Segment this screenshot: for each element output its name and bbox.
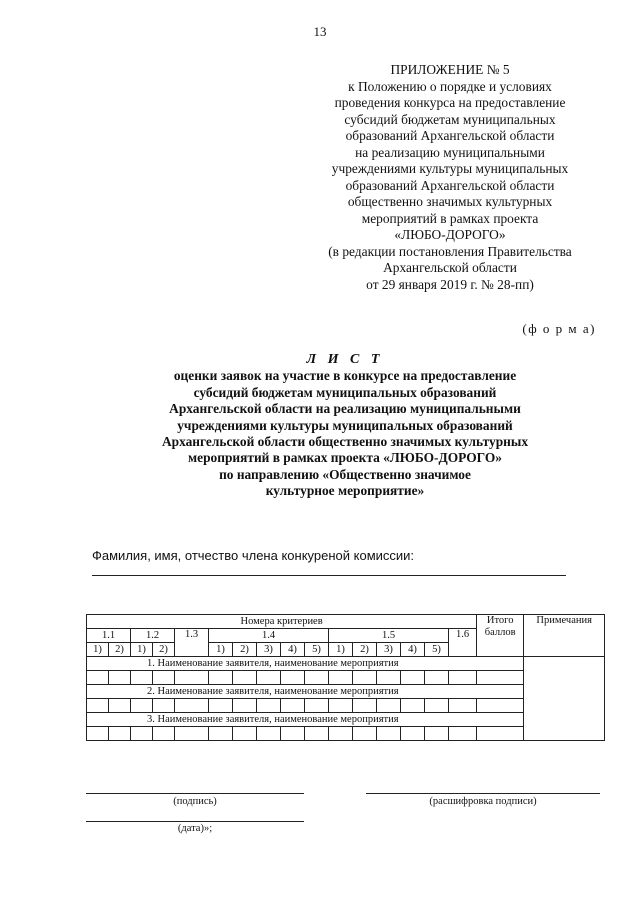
score-cell[interactable]	[281, 699, 305, 713]
main-title: Л И С Т	[306, 352, 384, 367]
page-number: 13	[313, 24, 327, 39]
score-cell[interactable]	[87, 671, 109, 685]
score-cell[interactable]	[425, 671, 449, 685]
title-line: Архангельской области общественно значимых культурных	[161, 434, 529, 450]
sub-header: 2)	[233, 643, 257, 657]
title-line: по направлению «Общественно значимое	[219, 466, 471, 482]
score-cell[interactable]	[425, 727, 449, 741]
score-cell[interactable]	[87, 727, 109, 741]
appendix-line: к Положению о порядке и условиях	[348, 78, 552, 94]
score-cell[interactable]	[377, 671, 401, 685]
score-cell[interactable]	[175, 699, 209, 713]
sub-header: 3)	[257, 643, 281, 657]
score-cell[interactable]	[131, 727, 153, 741]
score-cell[interactable]	[109, 699, 131, 713]
sub-header: 5)	[425, 643, 449, 657]
score-cell[interactable]	[131, 671, 153, 685]
appendix-line: на реализацию муниципальными	[355, 144, 545, 160]
total-cell[interactable]	[477, 699, 524, 713]
score-cell[interactable]	[257, 699, 281, 713]
score-cell[interactable]	[281, 727, 305, 741]
table-header-row	[87, 615, 605, 629]
evaluation-table	[86, 614, 605, 741]
sub-header: 2)	[153, 643, 175, 657]
score-cell[interactable]	[449, 671, 477, 685]
appendix-line: Архангельской области	[383, 260, 517, 275]
score-cell[interactable]	[131, 699, 153, 713]
score-cell[interactable]	[257, 727, 281, 741]
sub-header: 4)	[281, 643, 305, 657]
score-cell[interactable]	[281, 671, 305, 685]
date-caption: (дата)»;	[177, 823, 213, 834]
notes-cell[interactable]	[524, 657, 605, 741]
commission-member-name-line[interactable]	[92, 575, 566, 576]
title-line: субсидий бюджетам муниципальных образований	[193, 384, 497, 400]
date-line[interactable]	[86, 821, 304, 822]
criteria-header: Номера критериев	[87, 615, 477, 629]
sub-header: 1)	[87, 643, 109, 657]
group-header: 1.1	[87, 629, 131, 643]
form-label: (ф о р м а)	[522, 321, 596, 336]
applicant-label: 1. Наименование заявителя, наименование мероприятия	[87, 657, 524, 671]
applicant-row	[87, 657, 605, 671]
applicant-label: 3. Наименование заявителя, наименование мероприятия	[87, 713, 524, 727]
appendix-line: мероприятий в рамках проекта	[361, 210, 539, 226]
title-line: мероприятий в рамках проекта «ЛЮБО-ДОРОГО»	[188, 450, 502, 466]
sub-header: 5)	[305, 643, 329, 657]
appendix-line: образований Архангельской области	[345, 128, 555, 143]
score-cell[interactable]	[401, 727, 425, 741]
score-cell[interactable]	[449, 727, 477, 741]
appendix-line: общественно значимых культурных	[347, 194, 553, 209]
appendix-line: субсидий бюджетам муниципальных	[344, 111, 556, 127]
score-cell[interactable]	[209, 727, 233, 741]
score-cell[interactable]	[329, 699, 353, 713]
score-cell[interactable]	[109, 671, 131, 685]
appendix-line: ПРИЛОЖЕНИЕ № 5	[390, 62, 510, 77]
score-cell[interactable]	[305, 671, 329, 685]
document-title	[90, 352, 600, 500]
score-cell[interactable]	[353, 699, 377, 713]
appendix-line: (в редакции постановления Правительства	[328, 243, 572, 259]
score-cell[interactable]	[209, 699, 233, 713]
sub-header: 2)	[109, 643, 131, 657]
signature-decoding-caption: (расшифровка подписи)	[429, 796, 537, 807]
group-header: 1.6	[449, 629, 477, 657]
score-cell[interactable]	[353, 671, 377, 685]
appendix-line: проведения конкурса на предоставление	[334, 95, 566, 110]
score-cell[interactable]	[175, 727, 209, 741]
title-line: Архангельской области на реализацию муниципальными	[169, 401, 521, 417]
score-cell[interactable]	[305, 727, 329, 741]
score-cell[interactable]	[329, 727, 353, 741]
title-line: учреждениями культуры муниципальных образований	[177, 417, 513, 433]
notes-header: Примечания	[524, 615, 605, 657]
commission-member-label: Фамилия, имя, отчество члена конкуреной комиссии:	[92, 548, 415, 563]
score-cell[interactable]	[449, 699, 477, 713]
group-header: 1.5	[329, 629, 449, 643]
total-header: Итого баллов	[477, 615, 524, 657]
score-cell[interactable]	[87, 699, 109, 713]
total-cell[interactable]	[477, 727, 524, 741]
score-cell[interactable]	[153, 699, 175, 713]
score-cell[interactable]	[175, 671, 209, 685]
score-cell[interactable]	[329, 671, 353, 685]
sub-header: 1)	[209, 643, 233, 657]
sub-header: 3)	[377, 643, 401, 657]
signature-caption: (подпись)	[173, 796, 217, 807]
group-header: 1.2	[131, 629, 175, 643]
score-cell[interactable]	[153, 727, 175, 741]
score-cell[interactable]	[209, 671, 233, 685]
sub-header: 1)	[329, 643, 353, 657]
score-cell[interactable]	[233, 699, 257, 713]
appendix-header	[300, 62, 600, 293]
title-line: оценки заявок на участие в конкурсе на предоставление	[173, 368, 517, 384]
sub-header: 4)	[401, 643, 425, 657]
score-cell[interactable]	[353, 727, 377, 741]
applicant-label: 2. Наименование заявителя, наименование мероприятия	[87, 685, 524, 699]
score-cell[interactable]	[233, 727, 257, 741]
signature-decoding-line[interactable]	[366, 793, 600, 794]
score-cell[interactable]	[153, 671, 175, 685]
appendix-line: образований Архангельской области	[345, 177, 555, 193]
group-header: 1.4	[209, 629, 329, 643]
score-cell[interactable]	[377, 699, 401, 713]
score-cell[interactable]	[233, 671, 257, 685]
score-cell[interactable]	[257, 671, 281, 685]
appendix-line: от 29 января 2019 г. № 28-пп)	[366, 276, 534, 292]
score-cell[interactable]	[305, 699, 329, 713]
sub-header: 1)	[131, 643, 153, 657]
appendix-line: «ЛЮБО-ДОРОГО»	[394, 227, 506, 242]
title-line: культурное мероприятие»	[265, 483, 425, 499]
score-cell[interactable]	[109, 727, 131, 741]
appendix-line: учреждениями культуры муниципальных	[331, 161, 569, 176]
score-cell[interactable]	[377, 727, 401, 741]
group-header: 1.3	[175, 629, 209, 657]
sub-header: 2)	[353, 643, 377, 657]
score-cell[interactable]	[425, 699, 449, 713]
total-cell[interactable]	[477, 671, 524, 685]
signature-line[interactable]	[86, 793, 304, 794]
score-cell[interactable]	[401, 671, 425, 685]
score-cell[interactable]	[401, 699, 425, 713]
